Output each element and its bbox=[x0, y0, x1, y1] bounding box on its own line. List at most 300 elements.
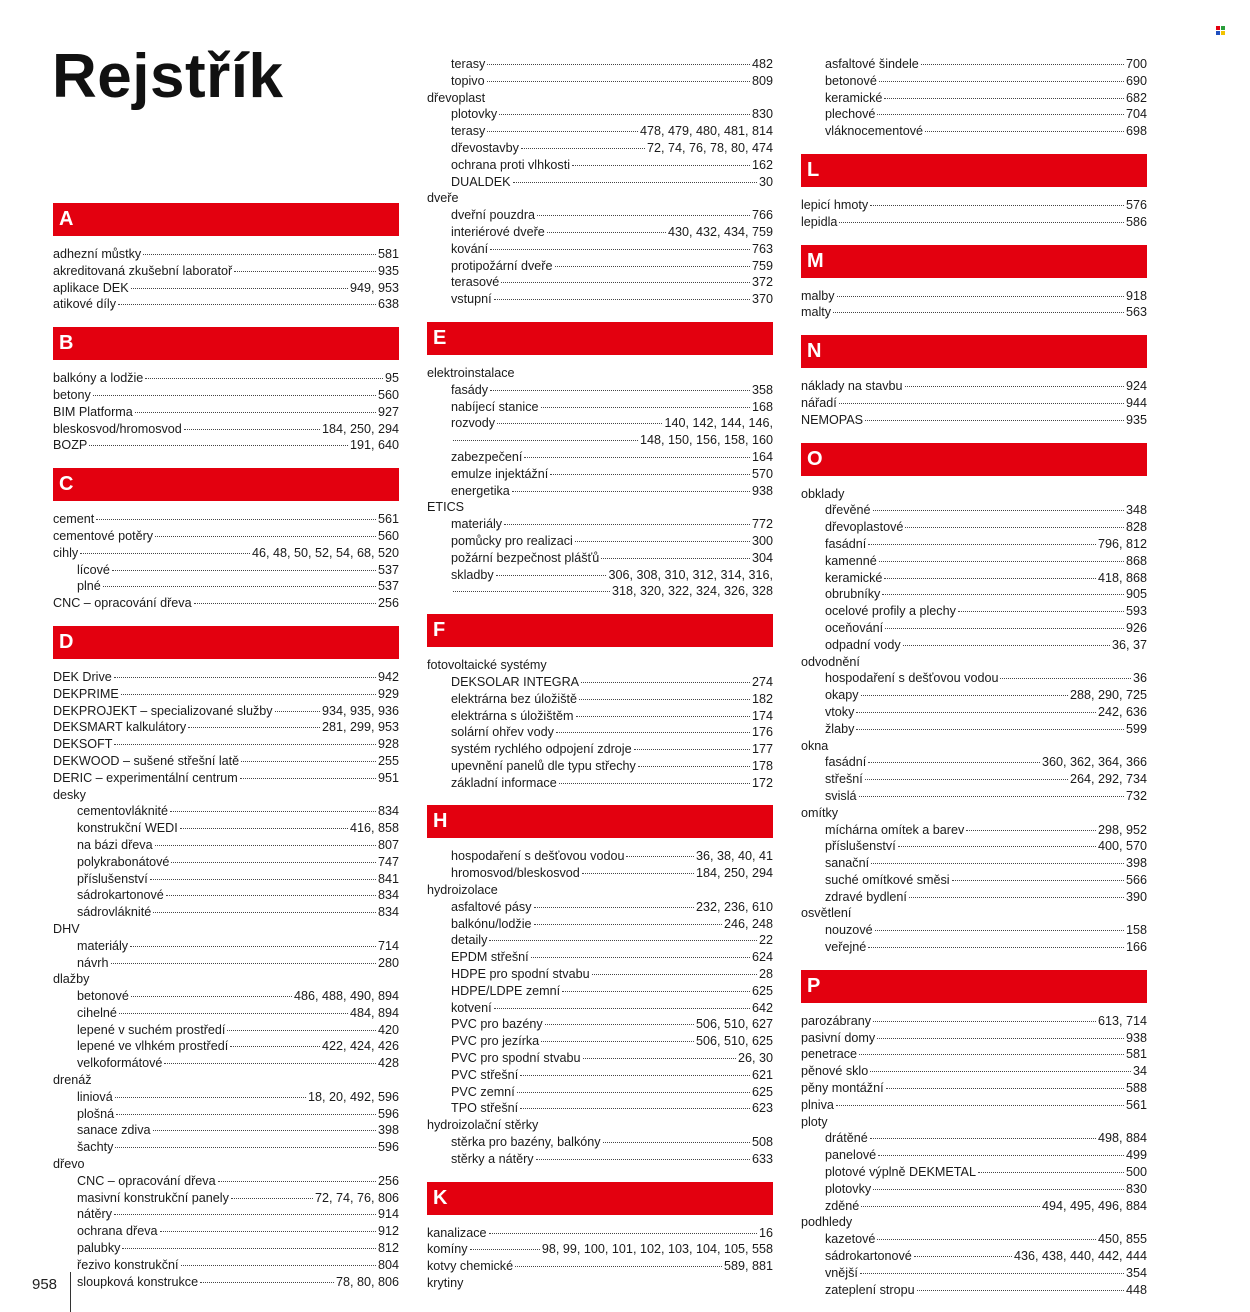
dot-leader bbox=[501, 282, 750, 283]
dot-leader bbox=[96, 519, 376, 520]
index-subentry bbox=[427, 966, 773, 983]
page-references: 938 bbox=[1125, 1030, 1147, 1045]
index-term: komíny bbox=[427, 1242, 468, 1257]
index-term: hospodaření s dešťovou vodou bbox=[825, 671, 999, 686]
dot-leader bbox=[903, 645, 1110, 646]
page-references: 796, 812 bbox=[1097, 536, 1147, 551]
dot-leader bbox=[170, 811, 376, 812]
section-letter-header: D bbox=[53, 626, 399, 659]
page-references: 450, 855 bbox=[1097, 1232, 1147, 1247]
page-references: 914 bbox=[377, 1207, 399, 1222]
dot-leader bbox=[517, 1092, 750, 1093]
index-term: odpadní vody bbox=[825, 637, 901, 652]
index-subentry bbox=[427, 1050, 773, 1067]
dot-leader bbox=[231, 1198, 313, 1199]
page-references: 22 bbox=[758, 933, 773, 948]
page-references: 934, 935, 936 bbox=[321, 703, 399, 718]
page-references: 581 bbox=[377, 247, 399, 261]
index-subentry bbox=[427, 73, 773, 90]
page-references: 281, 299, 953 bbox=[321, 720, 399, 735]
section-letter-header: N bbox=[801, 335, 1147, 368]
dot-leader bbox=[917, 1290, 1124, 1291]
index-term: dlažby bbox=[53, 972, 90, 987]
index-subentry bbox=[53, 837, 399, 854]
dot-leader bbox=[914, 1256, 1012, 1257]
index-subentry bbox=[427, 848, 773, 865]
index-term: dřevoplast bbox=[427, 90, 486, 105]
index-subentry bbox=[53, 1190, 399, 1207]
index-term: asfaltové šindele bbox=[825, 57, 919, 71]
dot-leader bbox=[952, 880, 1124, 881]
index-term: nabíjecí stanice bbox=[451, 399, 539, 414]
page-references: 166 bbox=[1125, 940, 1147, 955]
page-title: Rejstřík bbox=[52, 42, 284, 111]
index-term: PVC střešní bbox=[451, 1067, 519, 1082]
dot-leader bbox=[453, 591, 610, 592]
section-gap bbox=[801, 476, 1147, 486]
dot-leader bbox=[520, 1075, 750, 1076]
section-letter-header: L bbox=[801, 154, 1147, 187]
section-gap bbox=[801, 278, 1147, 288]
page-references: 36, 37 bbox=[1111, 637, 1147, 652]
dot-leader bbox=[868, 762, 1040, 763]
section-letter-header: B bbox=[53, 327, 399, 360]
page-references: 700 bbox=[1125, 57, 1147, 71]
index-term: elektrárna s úložištěm bbox=[451, 708, 574, 723]
section-gap bbox=[53, 360, 399, 370]
index-term: zabezpečení bbox=[451, 449, 523, 464]
dot-leader bbox=[112, 570, 376, 571]
index-subentry bbox=[427, 483, 773, 500]
dot-leader bbox=[545, 1024, 694, 1025]
index-term: TPO střešní bbox=[451, 1101, 519, 1116]
page-references: 828 bbox=[1125, 520, 1147, 535]
index-subentry bbox=[801, 771, 1147, 788]
page-references: 98, 99, 100, 101, 102, 103, 104, 105, 558 bbox=[541, 1242, 773, 1257]
section-gap bbox=[427, 355, 773, 365]
page-references: 354 bbox=[1125, 1265, 1147, 1280]
page-references: 28 bbox=[758, 967, 773, 982]
index-subentry bbox=[801, 721, 1147, 738]
index-term: asfaltové pásy bbox=[451, 899, 532, 914]
index-term: PVC pro jezírka bbox=[451, 1034, 540, 1049]
page-references: 72, 74, 76, 78, 80, 474 bbox=[646, 140, 773, 155]
page-references: 184, 250, 294 bbox=[695, 866, 773, 881]
index-term: keramické bbox=[825, 570, 883, 585]
index-subentry bbox=[53, 1089, 399, 1106]
page-references: 804 bbox=[377, 1257, 399, 1272]
index-subentry bbox=[801, 637, 1147, 654]
index-entry bbox=[53, 686, 399, 703]
index-term: PVC zemní bbox=[451, 1084, 515, 1099]
page-references: 162 bbox=[751, 157, 773, 172]
page-references: 148, 150, 156, 158, 160 bbox=[639, 433, 773, 448]
dot-leader bbox=[489, 1233, 757, 1234]
index-column-3 bbox=[801, 56, 1147, 1298]
index-subentry bbox=[427, 106, 773, 123]
index-heading bbox=[801, 1114, 1147, 1131]
index-subentry bbox=[801, 822, 1147, 839]
dot-leader bbox=[905, 386, 1124, 387]
index-term: pomůcky pro realizaci bbox=[451, 533, 573, 548]
index-subentry bbox=[427, 415, 773, 432]
page-references: 588 bbox=[1125, 1081, 1147, 1096]
dot-leader bbox=[873, 510, 1124, 511]
page-references: 621 bbox=[751, 1067, 773, 1082]
index-term: hromosvod/bleskosvod bbox=[451, 866, 580, 881]
index-subentry bbox=[427, 1033, 773, 1050]
index-term: DEK Drive bbox=[53, 669, 112, 684]
dot-leader bbox=[487, 64, 750, 65]
dot-leader bbox=[470, 1249, 540, 1250]
index-term: šachty bbox=[77, 1140, 114, 1155]
dot-leader bbox=[966, 830, 1096, 831]
page-references: 638 bbox=[377, 297, 399, 312]
page-references: 506, 510, 627 bbox=[695, 1017, 773, 1032]
page-references: 318, 320, 322, 324, 326, 328 bbox=[611, 584, 773, 599]
page-references: 537 bbox=[377, 579, 399, 594]
index-term: náklady na stavbu bbox=[801, 379, 903, 394]
dot-leader bbox=[905, 527, 1124, 528]
page-references: 264, 292, 734 bbox=[1069, 772, 1147, 787]
page-references: 300 bbox=[751, 533, 773, 548]
page-references: 436, 438, 440, 442, 444 bbox=[1013, 1249, 1147, 1264]
index-term: pasivní domy bbox=[801, 1030, 876, 1045]
index-subentry bbox=[427, 157, 773, 174]
section-gap bbox=[53, 612, 399, 626]
page-references: 918 bbox=[1125, 288, 1147, 303]
dot-leader bbox=[868, 544, 1096, 545]
index-entry bbox=[801, 412, 1147, 429]
page-references: 494, 495, 496, 884 bbox=[1041, 1198, 1147, 1213]
page-references: 400, 570 bbox=[1097, 839, 1147, 854]
index-entry bbox=[801, 304, 1147, 321]
index-continuation bbox=[427, 432, 773, 449]
dot-leader bbox=[115, 1147, 376, 1148]
page-number: 958 bbox=[32, 1276, 58, 1293]
index-term: DEKPROJEKT – specializované služby bbox=[53, 703, 273, 718]
index-term: kotvy chemické bbox=[427, 1259, 514, 1274]
index-term: keramické bbox=[825, 90, 883, 105]
page-references: 924 bbox=[1125, 379, 1147, 394]
registration-mark-icon bbox=[1216, 26, 1225, 35]
index-subentry bbox=[53, 578, 399, 595]
index-term: malby bbox=[801, 288, 835, 303]
index-term: HDPE/LDPE zemní bbox=[451, 983, 561, 998]
index-entry bbox=[801, 1097, 1147, 1114]
index-subentry bbox=[427, 207, 773, 224]
index-term: kazetové bbox=[825, 1232, 876, 1247]
index-term: nátěry bbox=[77, 1207, 113, 1222]
index-entry bbox=[801, 197, 1147, 214]
page-references: 682 bbox=[1125, 90, 1147, 105]
dot-leader bbox=[93, 395, 376, 396]
index-term: nouzové bbox=[825, 923, 873, 938]
section-gap bbox=[801, 1003, 1147, 1013]
index-subentry bbox=[801, 855, 1147, 872]
index-term: lepené ve vlhkém prostředí bbox=[77, 1039, 229, 1054]
page-references: 809 bbox=[751, 73, 773, 88]
page-references: 589, 881 bbox=[723, 1259, 773, 1274]
index-subentry bbox=[53, 988, 399, 1005]
section-gap bbox=[427, 647, 773, 657]
page-references: 812 bbox=[377, 1241, 399, 1256]
index-term: vláknocementové bbox=[825, 124, 924, 139]
dot-leader bbox=[534, 907, 694, 908]
dot-leader bbox=[512, 491, 750, 492]
page-references: 698 bbox=[1125, 124, 1147, 139]
index-term: skladby bbox=[451, 567, 494, 582]
index-subentry bbox=[801, 889, 1147, 906]
page-references: 256 bbox=[377, 596, 399, 611]
index-term: sloupková konstrukce bbox=[77, 1274, 199, 1289]
page-references: 191, 640 bbox=[349, 438, 399, 453]
section-gap bbox=[427, 791, 773, 805]
index-entry bbox=[53, 296, 399, 313]
index-term: DEKWOOD – sušené střešní latě bbox=[53, 753, 240, 768]
index-term: veřejné bbox=[825, 940, 867, 955]
index-subentry bbox=[427, 291, 773, 308]
index-heading bbox=[801, 486, 1147, 503]
dot-leader bbox=[116, 1114, 376, 1115]
index-term: plošná bbox=[77, 1106, 115, 1121]
index-term: EPDM střešní bbox=[451, 950, 529, 965]
index-subentry bbox=[801, 553, 1147, 570]
index-subentry bbox=[53, 1122, 399, 1139]
index-subentry bbox=[53, 1022, 399, 1039]
page-references: 390 bbox=[1125, 889, 1147, 904]
index-subentry bbox=[53, 854, 399, 871]
page-references: 418, 868 bbox=[1097, 570, 1147, 585]
dot-leader bbox=[583, 1058, 736, 1059]
page-references: 560 bbox=[377, 387, 399, 402]
index-subentry bbox=[801, 73, 1147, 90]
page-references: 95 bbox=[384, 371, 399, 386]
page-references: 642 bbox=[751, 1000, 773, 1015]
index-term: rozvody bbox=[451, 416, 496, 431]
index-subentry bbox=[801, 1231, 1147, 1248]
index-subentry bbox=[801, 502, 1147, 519]
dot-leader bbox=[118, 304, 376, 305]
index-entry bbox=[427, 1258, 773, 1275]
page-references: 398 bbox=[1125, 856, 1147, 871]
section-gap bbox=[53, 501, 399, 511]
index-term: fotovoltaické systémy bbox=[427, 658, 547, 673]
dot-leader bbox=[870, 205, 1124, 206]
index-term: hydroizolační stěrky bbox=[427, 1118, 539, 1133]
index-subentry bbox=[53, 887, 399, 904]
index-term: vnější bbox=[825, 1265, 858, 1280]
dot-leader bbox=[164, 1063, 376, 1064]
index-term: sádrokartonové bbox=[825, 1249, 912, 1264]
page-number-divider bbox=[70, 1272, 71, 1312]
dot-leader bbox=[921, 64, 1124, 65]
index-entry bbox=[801, 1046, 1147, 1063]
index-term: střešní bbox=[825, 772, 863, 787]
page-references: 633 bbox=[751, 1151, 773, 1166]
index-entry bbox=[427, 1225, 773, 1242]
dot-leader bbox=[504, 524, 750, 525]
page-references: 358 bbox=[751, 382, 773, 397]
page-references: 16 bbox=[758, 1225, 773, 1240]
dot-leader bbox=[487, 81, 750, 82]
index-term: oceňování bbox=[825, 620, 884, 635]
dot-leader bbox=[200, 1282, 334, 1283]
index-subentry bbox=[53, 1139, 399, 1156]
page-references: 158 bbox=[1125, 923, 1147, 938]
index-subentry bbox=[53, 904, 399, 921]
dot-leader bbox=[882, 594, 1124, 595]
page-references: 18, 20, 492, 596 bbox=[307, 1089, 399, 1104]
index-term: aplikace DEK bbox=[53, 280, 129, 295]
index-term: ocelové profily a plechy bbox=[825, 604, 956, 619]
dot-leader bbox=[873, 1189, 1124, 1190]
index-column-1 bbox=[53, 203, 399, 1290]
index-term: DEKSMART kalkulátory bbox=[53, 720, 187, 735]
index-term: ochrana dřeva bbox=[77, 1224, 158, 1239]
index-term: interiérové dveře bbox=[451, 224, 545, 239]
page-references: 36 bbox=[1132, 671, 1147, 686]
index-subentry bbox=[53, 1173, 399, 1190]
page-references: 506, 510, 625 bbox=[695, 1034, 773, 1049]
index-heading bbox=[801, 905, 1147, 922]
page-references: 360, 362, 364, 366 bbox=[1041, 755, 1147, 770]
index-term: odvodnění bbox=[801, 654, 860, 669]
index-term: detaily bbox=[451, 933, 488, 948]
section-letter-header: A bbox=[53, 203, 399, 236]
page-references: 560 bbox=[377, 528, 399, 543]
index-term: fasády bbox=[451, 382, 489, 397]
dot-leader bbox=[155, 536, 376, 537]
index-heading bbox=[801, 738, 1147, 755]
section-letter-header: F bbox=[427, 614, 773, 647]
page-references: 566 bbox=[1125, 872, 1147, 887]
page-references: 759 bbox=[751, 258, 773, 273]
dot-leader bbox=[89, 445, 348, 446]
index-term: plotovky bbox=[825, 1181, 872, 1196]
index-heading bbox=[427, 90, 773, 107]
dot-leader bbox=[885, 628, 1124, 629]
index-term: DEKPRIME bbox=[53, 686, 119, 701]
dot-leader bbox=[579, 699, 750, 700]
index-continuation bbox=[427, 583, 773, 600]
index-subentry bbox=[801, 1130, 1147, 1147]
index-heading bbox=[427, 190, 773, 207]
dot-leader bbox=[860, 1273, 1124, 1274]
index-term: nářadí bbox=[801, 395, 837, 410]
index-term: cementové potěry bbox=[53, 528, 154, 543]
dot-leader bbox=[878, 1155, 1124, 1156]
dot-leader bbox=[861, 695, 1068, 696]
page-references: 304 bbox=[751, 550, 773, 565]
page-references: 246, 248 bbox=[723, 916, 773, 931]
index-entry bbox=[53, 719, 399, 736]
section-letter-header: K bbox=[427, 1182, 773, 1215]
dot-leader bbox=[489, 940, 757, 941]
index-term: materiály bbox=[451, 517, 503, 532]
index-term: akreditovaná zkušební laboratoř bbox=[53, 263, 233, 278]
dot-leader bbox=[856, 729, 1124, 730]
index-entry bbox=[801, 1063, 1147, 1080]
dot-leader bbox=[536, 1159, 750, 1160]
index-subentry bbox=[427, 241, 773, 258]
index-term: dřevo bbox=[53, 1157, 85, 1172]
index-term: lepicí hmoty bbox=[801, 197, 869, 212]
page-references: 348 bbox=[1125, 503, 1147, 518]
section-gap bbox=[427, 1168, 773, 1182]
dot-leader bbox=[520, 1108, 750, 1109]
section-gap bbox=[801, 187, 1147, 197]
dot-leader bbox=[898, 846, 1096, 847]
index-term: desky bbox=[53, 787, 86, 802]
dot-leader bbox=[861, 1206, 1040, 1207]
page-references: 561 bbox=[1125, 1097, 1147, 1112]
page-references: 416, 858 bbox=[349, 821, 399, 836]
dot-leader bbox=[556, 732, 750, 733]
index-subentry bbox=[427, 899, 773, 916]
dot-leader bbox=[877, 114, 1124, 115]
index-subentry bbox=[53, 1055, 399, 1072]
index-subentry bbox=[427, 174, 773, 191]
section-gap bbox=[53, 659, 399, 669]
dot-leader bbox=[839, 222, 1124, 223]
page-references: 482 bbox=[751, 57, 773, 71]
index-heading bbox=[801, 1214, 1147, 1231]
page-references: 905 bbox=[1125, 587, 1147, 602]
index-term: stěrky a nátěry bbox=[451, 1151, 534, 1166]
dot-leader bbox=[879, 561, 1124, 562]
index-term: plotovky bbox=[451, 107, 498, 122]
page-references: 430, 432, 434, 759 bbox=[667, 224, 773, 239]
index-subentry bbox=[801, 123, 1147, 140]
index-term: konstrukční WEDI bbox=[77, 821, 178, 836]
index-term: okapy bbox=[825, 688, 859, 703]
index-term: bleskosvod/hromosvod bbox=[53, 421, 182, 436]
dot-leader bbox=[870, 1138, 1096, 1139]
index-subentry bbox=[427, 1084, 773, 1101]
index-term: příslušenství bbox=[77, 871, 148, 886]
page-references: 834 bbox=[377, 905, 399, 920]
index-subentry bbox=[801, 570, 1147, 587]
page-references: 938 bbox=[751, 483, 773, 498]
index-heading bbox=[427, 657, 773, 674]
dot-leader bbox=[572, 165, 750, 166]
index-term: balkónu/lodžie bbox=[451, 916, 532, 931]
index-heading bbox=[427, 365, 773, 382]
page-references: 172 bbox=[751, 775, 773, 790]
dot-leader bbox=[531, 957, 750, 958]
index-entry bbox=[801, 214, 1147, 231]
index-term: sádrovláknité bbox=[77, 905, 152, 920]
dot-leader bbox=[145, 378, 383, 379]
dot-leader bbox=[877, 1038, 1124, 1039]
page-references: 942 bbox=[377, 669, 399, 684]
index-term: CNC – opracování dřeva bbox=[77, 1173, 216, 1188]
dot-leader bbox=[576, 716, 750, 717]
index-heading bbox=[53, 787, 399, 804]
dot-leader bbox=[114, 677, 376, 678]
page-references: 34 bbox=[1132, 1064, 1147, 1079]
page-references: 912 bbox=[377, 1224, 399, 1239]
page-references: 164 bbox=[751, 449, 773, 464]
dot-leader bbox=[886, 1088, 1124, 1089]
index-term: materiály bbox=[77, 938, 129, 953]
dot-leader bbox=[562, 991, 750, 992]
dot-leader bbox=[103, 586, 376, 587]
index-subentry bbox=[801, 1265, 1147, 1282]
page-references: 623 bbox=[751, 1101, 773, 1116]
index-term: betonové bbox=[77, 989, 129, 1004]
